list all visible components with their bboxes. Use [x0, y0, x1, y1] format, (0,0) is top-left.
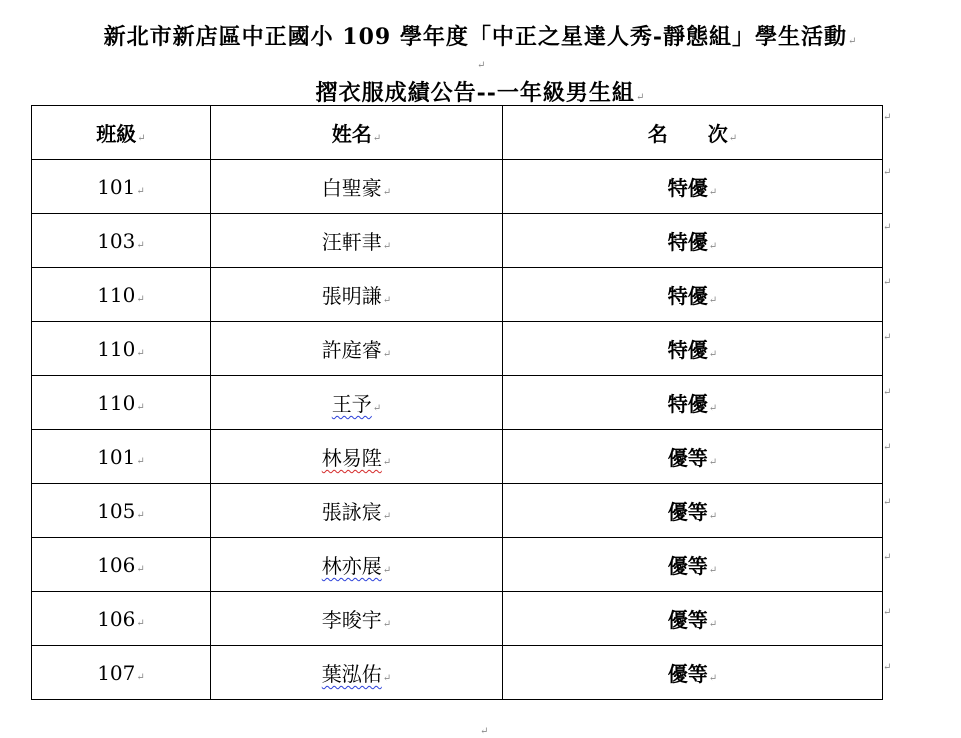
cell-class-text: 106 — [97, 606, 136, 631]
paragraph-mark: ↵ — [728, 133, 738, 144]
cell-rank-text: 優等 — [667, 500, 708, 524]
table-row — [32, 430, 883, 484]
paragraph-mark: ↵ — [883, 552, 892, 563]
cell-rank — [503, 430, 883, 484]
cell-rank-text: 優等 — [667, 446, 708, 470]
paragraph-mark: ↵ — [883, 167, 892, 178]
cell-class-text: 106 — [97, 552, 136, 577]
cell-student-name — [211, 268, 503, 322]
cell-student-name-text: 白聖豪 — [321, 176, 382, 200]
table-row — [32, 268, 883, 322]
document-title-line1: 新北市新店區中正國小 109 學年度「中正之星達人秀-靜態組」學生活動↵ — [103, 24, 858, 50]
paragraph-mark: ↵ — [136, 185, 145, 197]
table-row — [32, 484, 883, 538]
paragraph-mark: ↵ — [883, 222, 892, 233]
paragraph-mark: ↵ — [382, 511, 392, 522]
paragraph-mark: ↵ — [883, 112, 892, 123]
cell-student-name — [211, 646, 503, 700]
cell-student-name-text: 許庭睿 — [321, 338, 382, 362]
paragraph-mark: ↵ — [136, 347, 145, 359]
paragraph-mark: ↵ — [708, 511, 718, 522]
cell-class — [32, 376, 211, 430]
document-title-line2: 摺衣服成績公告--一年級男生組↵ — [315, 80, 646, 106]
cell-class — [32, 322, 211, 376]
cell-student-name-text: 葉泓佑 — [321, 662, 382, 686]
results-table — [31, 105, 883, 700]
table-row — [32, 646, 883, 700]
cell-student-name-text: 汪軒聿 — [321, 230, 382, 254]
paragraph-mark: ↵ — [382, 457, 392, 468]
paragraph-mark: ↵ — [708, 295, 718, 306]
cell-rank — [503, 376, 883, 430]
cell-rank — [503, 268, 883, 322]
cell-class-text: 110 — [97, 282, 136, 307]
table-row — [32, 538, 883, 592]
paragraph-mark: ↵ — [883, 497, 892, 508]
paragraph-mark: ↵ — [382, 295, 392, 306]
cell-rank — [503, 322, 883, 376]
paragraph-mark: ↵ — [847, 36, 858, 47]
paragraph-mark: ↵ — [382, 619, 392, 630]
cell-class-text: 103 — [97, 228, 136, 253]
paragraph-mark: ↵ — [708, 241, 718, 252]
paragraph-mark: ↵ — [883, 277, 892, 288]
paragraph-mark: ↵ — [136, 293, 145, 305]
table-row — [32, 160, 883, 214]
paragraph-mark: ↵ — [382, 187, 392, 198]
cell-student-name — [211, 214, 503, 268]
paragraph-mark: ↵ — [136, 239, 145, 251]
row-end-marks — [883, 105, 895, 710]
cell-rank — [503, 160, 883, 214]
cell-class-text: 107 — [97, 660, 136, 685]
paragraph-mark: ↵ — [477, 60, 486, 71]
cell-rank-text: 特優 — [667, 392, 708, 416]
cell-rank — [503, 646, 883, 700]
cell-rank — [503, 538, 883, 592]
cell-rank-text: 特優 — [667, 176, 708, 200]
paragraph-mark: ↵ — [883, 442, 892, 453]
cell-class-text: 110 — [97, 336, 136, 361]
cell-class-text: 101 — [97, 444, 136, 469]
paragraph-mark: ↵ — [136, 401, 145, 413]
cell-student-name-text: 王予 — [331, 392, 372, 416]
header-class: 班級↵ — [32, 106, 211, 160]
paragraph-mark: ↵ — [708, 457, 718, 468]
paragraph-mark: ↵ — [137, 133, 146, 144]
cell-rank-text: 優等 — [667, 608, 708, 632]
paragraph-mark: ↵ — [136, 563, 145, 575]
table-row — [32, 322, 883, 376]
cell-rank-text: 特優 — [667, 230, 708, 254]
cell-class — [32, 160, 211, 214]
paragraph-mark: ↵ — [708, 673, 718, 684]
cell-class — [32, 538, 211, 592]
cell-rank-text: 優等 — [667, 662, 708, 686]
paragraph-mark: ↵ — [708, 187, 718, 198]
paragraph-mark: ↵ — [708, 349, 718, 360]
cell-student-name-text: 林亦展 — [321, 554, 382, 578]
header-name: 姓名↵ — [211, 106, 503, 160]
cell-class — [32, 268, 211, 322]
cell-class — [32, 484, 211, 538]
paragraph-mark: ↵ — [708, 619, 718, 630]
cell-student-name — [211, 322, 503, 376]
paragraph-mark: ↵ — [382, 565, 392, 576]
paragraph-mark: ↵ — [883, 387, 892, 398]
cell-rank-text: 特優 — [667, 338, 708, 362]
cell-class — [32, 592, 211, 646]
cell-student-name — [211, 376, 503, 430]
cell-class-text: 105 — [97, 498, 136, 523]
cell-class-text: 110 — [97, 390, 136, 415]
cell-class-text: 101 — [97, 174, 136, 199]
cell-rank-text: 優等 — [667, 554, 708, 578]
cell-student-name-text: 張詠宸 — [321, 500, 382, 524]
paragraph-mark: ↵ — [883, 662, 892, 673]
cell-rank — [503, 592, 883, 646]
paragraph-mark: ↵ — [382, 673, 392, 684]
paragraph-mark: ↵ — [635, 92, 646, 103]
paragraph-mark: ↵ — [883, 607, 892, 618]
cell-student-name-text: 李晙宇 — [321, 608, 382, 632]
paragraph-mark: ↵ — [136, 455, 145, 467]
paragraph-mark: ↵ — [136, 671, 145, 683]
header-rank: 名 次↵ — [503, 106, 883, 160]
paragraph-mark: ↵ — [480, 726, 489, 737]
cell-student-name-text: 張明謙 — [321, 284, 382, 308]
cell-rank-text: 特優 — [667, 284, 708, 308]
cell-rank — [503, 214, 883, 268]
cell-student-name — [211, 160, 503, 214]
paragraph-mark: ↵ — [708, 565, 718, 576]
cell-student-name — [211, 430, 503, 484]
paragraph-mark: ↵ — [382, 241, 392, 252]
cell-student-name — [211, 484, 503, 538]
cell-class — [32, 646, 211, 700]
cell-class — [32, 214, 211, 268]
paragraph-mark: ↵ — [136, 509, 145, 521]
cell-rank — [503, 484, 883, 538]
paragraph-mark: ↵ — [708, 403, 718, 414]
paragraph-mark: ↵ — [372, 403, 382, 414]
paragraph-mark: ↵ — [372, 133, 382, 144]
cell-student-name — [211, 538, 503, 592]
paragraph-mark: ↵ — [883, 332, 892, 343]
cell-class — [32, 430, 211, 484]
paragraph-mark: ↵ — [382, 349, 392, 360]
cell-student-name-text: 林易陞 — [321, 446, 382, 470]
paragraph-mark: ↵ — [136, 617, 145, 629]
table-row — [32, 592, 883, 646]
cell-student-name — [211, 592, 503, 646]
table-header-row — [32, 106, 883, 160]
table-row — [32, 376, 883, 430]
table-row — [32, 214, 883, 268]
